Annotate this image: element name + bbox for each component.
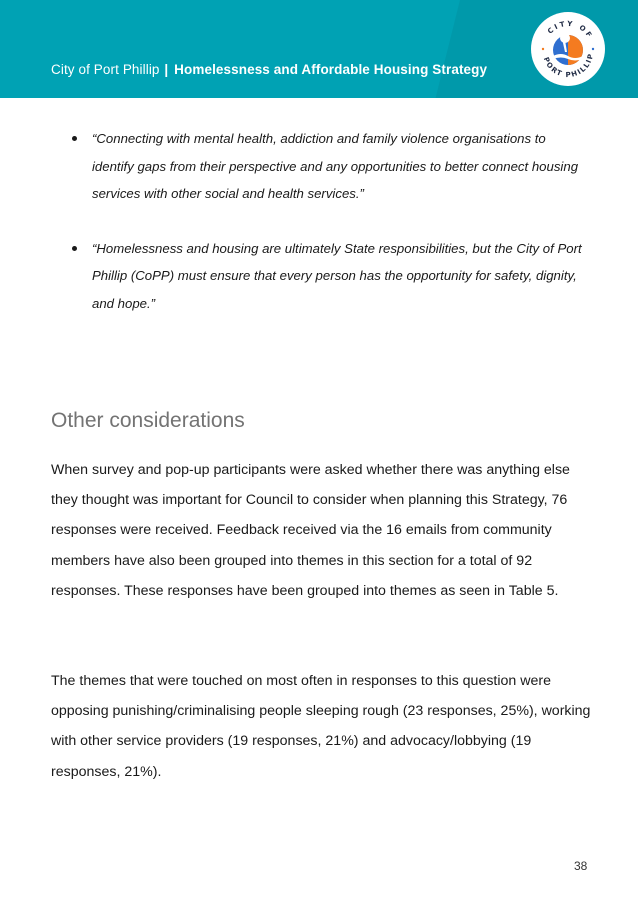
city-of-port-phillip-logo-icon <box>531 12 605 86</box>
svg-text:CITY OF: CITY OF <box>546 19 595 41</box>
quote-text: “Connecting with mental health, addiction and family violence organisations to identify gaps from their perspective and any opportunities to better connect housing services with other social and health services.” <box>92 131 579 201</box>
page-header <box>0 0 638 98</box>
document-title: Homelessness and Affordable Housing Strategy <box>174 62 488 77</box>
header-title <box>51 62 487 77</box>
title-separator: | <box>164 62 169 77</box>
body-paragraph: When survey and pop-up participants were asked whether there was anything else they thought was important for Council to consider when planning this Strategy, 76 responses were received. Feedback received via the 16 emails from community members have also been grouped into themes in this section for a total of 92 responses. These responses have been grouped into themes as seen in Table 5. <box>51 462 570 599</box>
page-number: 38 <box>574 859 588 873</box>
org-name: City of Port Phillip <box>51 62 160 77</box>
bullet-icon <box>72 136 77 141</box>
svg-text:PORT PHILLIP: PORT PHILLIP <box>541 52 596 80</box>
quote-item <box>51 125 591 208</box>
bullet-icon <box>72 246 77 251</box>
quote-item <box>51 235 591 318</box>
logo-emblem-icon <box>531 12 605 86</box>
body-paragraph: The themes that were touched on most often in responses to this question were opposing punishing/criminalising people sleeping rough (23 responses, 25%), working with other service providers (19 responses, 21%) and advocacy/lobbying (19 responses, 21%). <box>51 673 591 780</box>
section-heading: Other considerations <box>51 409 245 432</box>
quote-text: “Homelessness and housing are ultimately State responsibilities, but the City of Port Phillip (CoPP) must ensure that every person has the opportunity for safety, dignity, and hope.” <box>92 240 582 311</box>
quote-list <box>51 125 591 344</box>
